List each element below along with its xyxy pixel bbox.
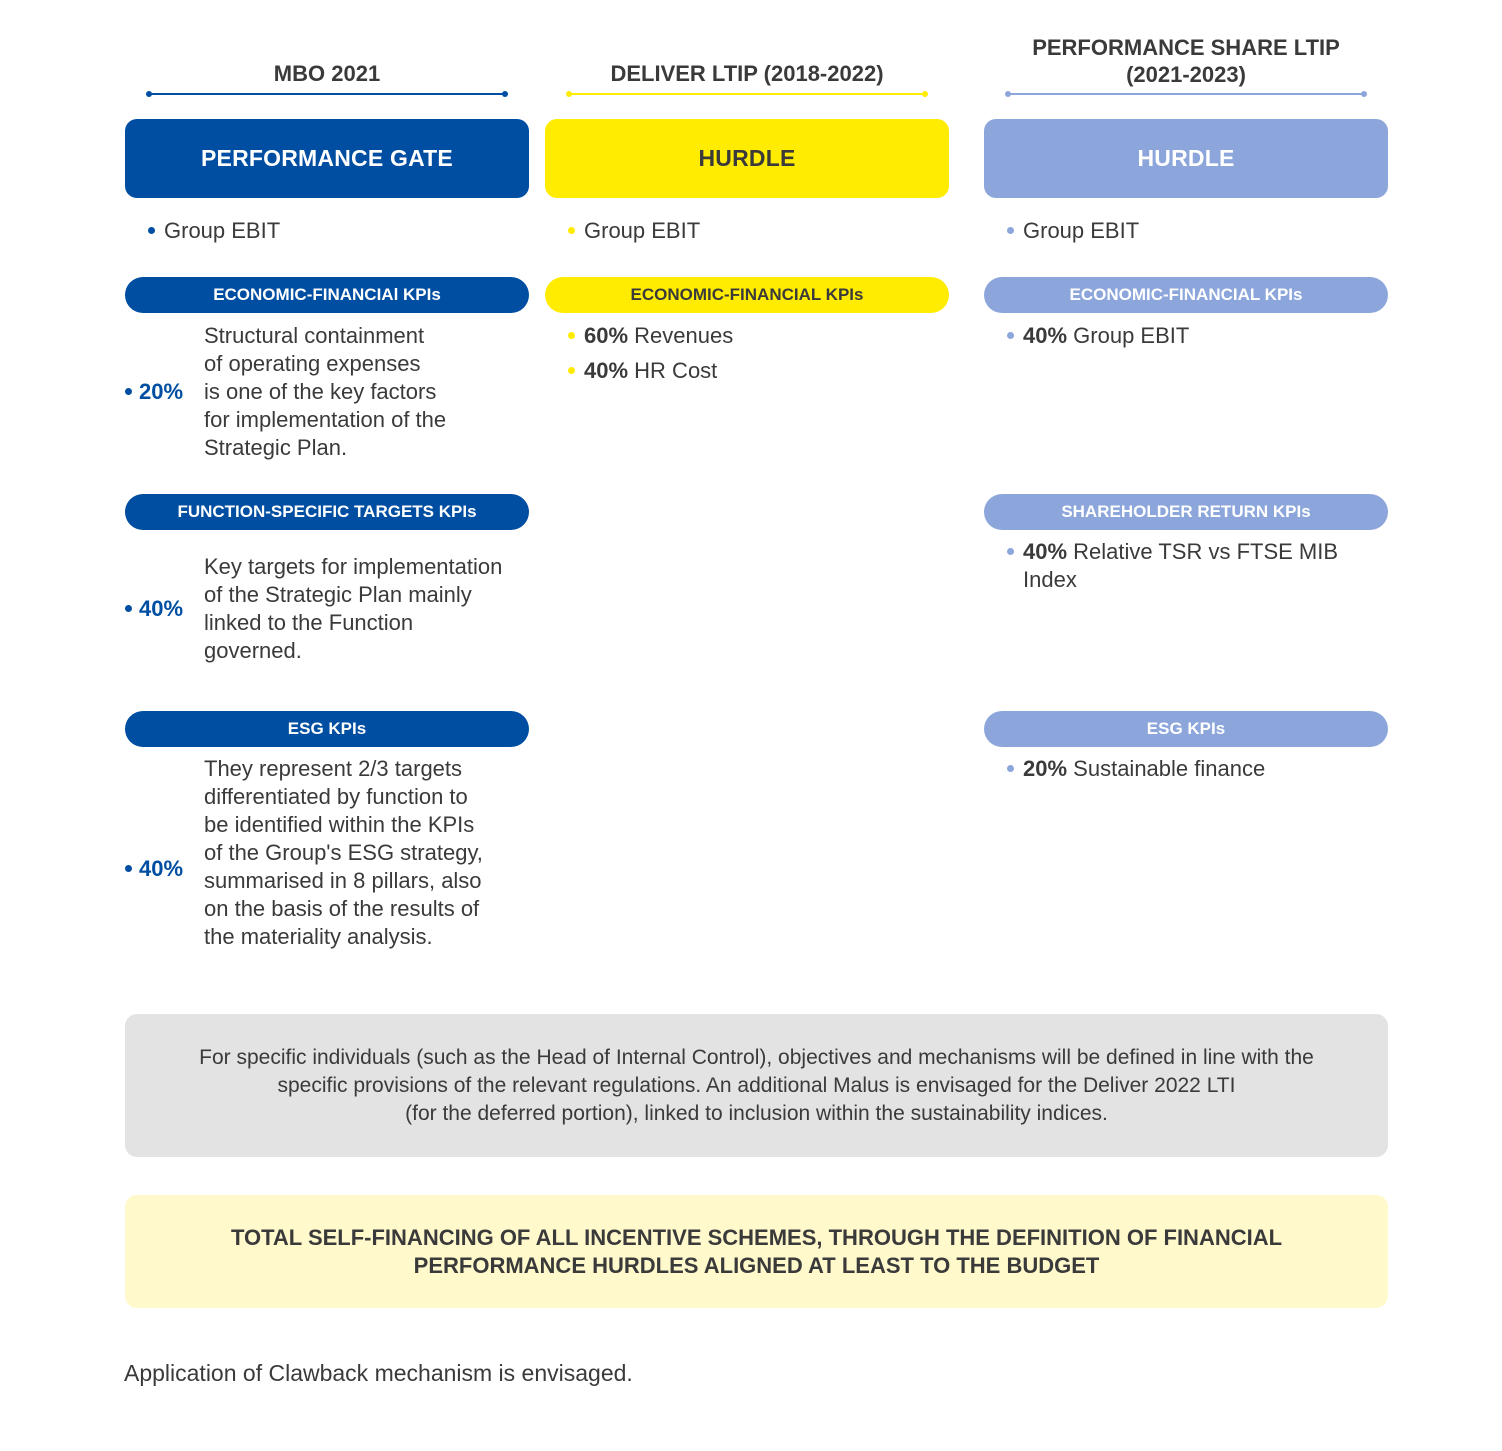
kpi-category-pill: ESG KPIs	[984, 711, 1388, 747]
kpi-category-pill: FUNCTION-SPECIFIC TARGETS KPIs	[125, 494, 529, 530]
kpi-weight: 40%	[125, 596, 183, 622]
divider-line	[1007, 93, 1365, 95]
kpi-category-pill: ESG KPIs	[125, 711, 529, 747]
performance-gate-header: PERFORMANCE GATE	[125, 119, 529, 198]
column-title-mbo: MBO 2021	[273, 61, 381, 86]
kpi-weight: 40%	[125, 856, 183, 882]
kpi-item: 60% Revenues	[568, 322, 733, 350]
kpi-description: Key targets for implementation of the Strategic Plan mainly linked to the Function governed.	[204, 554, 503, 663]
note-line: specific provisions of the relevant regulations. An additional Malus is envisaged for the Deliver 2022 LTI	[277, 1073, 1236, 1097]
column-title-performance-share-ltip: PERFORMANCE SHARE LTIP (2021-2023)	[1032, 35, 1340, 87]
kpi-description: Structural containment of operating expenses is one of the key factors for implementation of the Strategic Plan.	[204, 323, 447, 460]
kpi-weight: 20%	[125, 379, 183, 405]
gate-kpi-item: Group EBIT	[148, 217, 280, 245]
kpi-item: 40% HR Cost	[568, 357, 717, 385]
note-box	[125, 1014, 1388, 1157]
kpi-description: They represent 2/3 targets differentiated by function to be identified within the KPIs of the Group's ESG strategy, summarised in 8 pillars, also on the basis of the results of the materiality analysis.	[204, 756, 483, 949]
kpi-category-pill: ECONOMIC-FINANCIAl KPIs	[125, 277, 529, 313]
kpi-item: 40% Relative TSR vs FTSE MIB	[1007, 538, 1338, 566]
gate-kpi-item: Group EBIT	[1007, 217, 1139, 245]
banner-line: PERFORMANCE HURDLES ALIGNED AT LEAST TO THE BUDGET	[413, 1252, 1100, 1278]
divider-line	[568, 93, 926, 95]
kpi-item-continuation: Index	[1023, 567, 1077, 592]
bullet-dot	[1007, 227, 1014, 234]
kpi-item: 20% Sustainable finance	[1007, 755, 1265, 783]
note-line: For specific individuals (such as the Head of Internal Control), objectives and mechanisms will be defined in line with the	[199, 1045, 1314, 1069]
hurdle-header: HURDLE	[984, 119, 1388, 198]
note-line: (for the deferred portion), linked to inclusion within the sustainability indices.	[405, 1101, 1108, 1125]
kpi-item: 40% Group EBIT	[1007, 322, 1189, 350]
hurdle-header: HURDLE	[545, 119, 949, 198]
gate-kpi-item: Group EBIT	[568, 217, 700, 245]
kpi-category-pill: SHAREHOLDER RETURN KPIs	[984, 494, 1388, 530]
column-title-deliver-ltip: DELIVER LTIP (2018-2022)	[610, 61, 884, 86]
self-financing-banner	[125, 1195, 1388, 1308]
divider-line	[148, 93, 506, 95]
bullet-dot	[148, 227, 155, 234]
kpi-category-pill: ECONOMIC-FINANCIAL KPIs	[984, 277, 1388, 313]
kpi-category-pill: ECONOMIC-FINANCIAL KPIs	[545, 277, 949, 313]
banner-line: TOTAL SELF-FINANCING OF ALL INCENTIVE SCHEMES, THROUGH THE DEFINITION OF FINANCIAL	[230, 1224, 1283, 1250]
bullet-dot	[568, 227, 575, 234]
clawback-note: Application of Clawback mechanism is envisaged.	[124, 1360, 633, 1386]
